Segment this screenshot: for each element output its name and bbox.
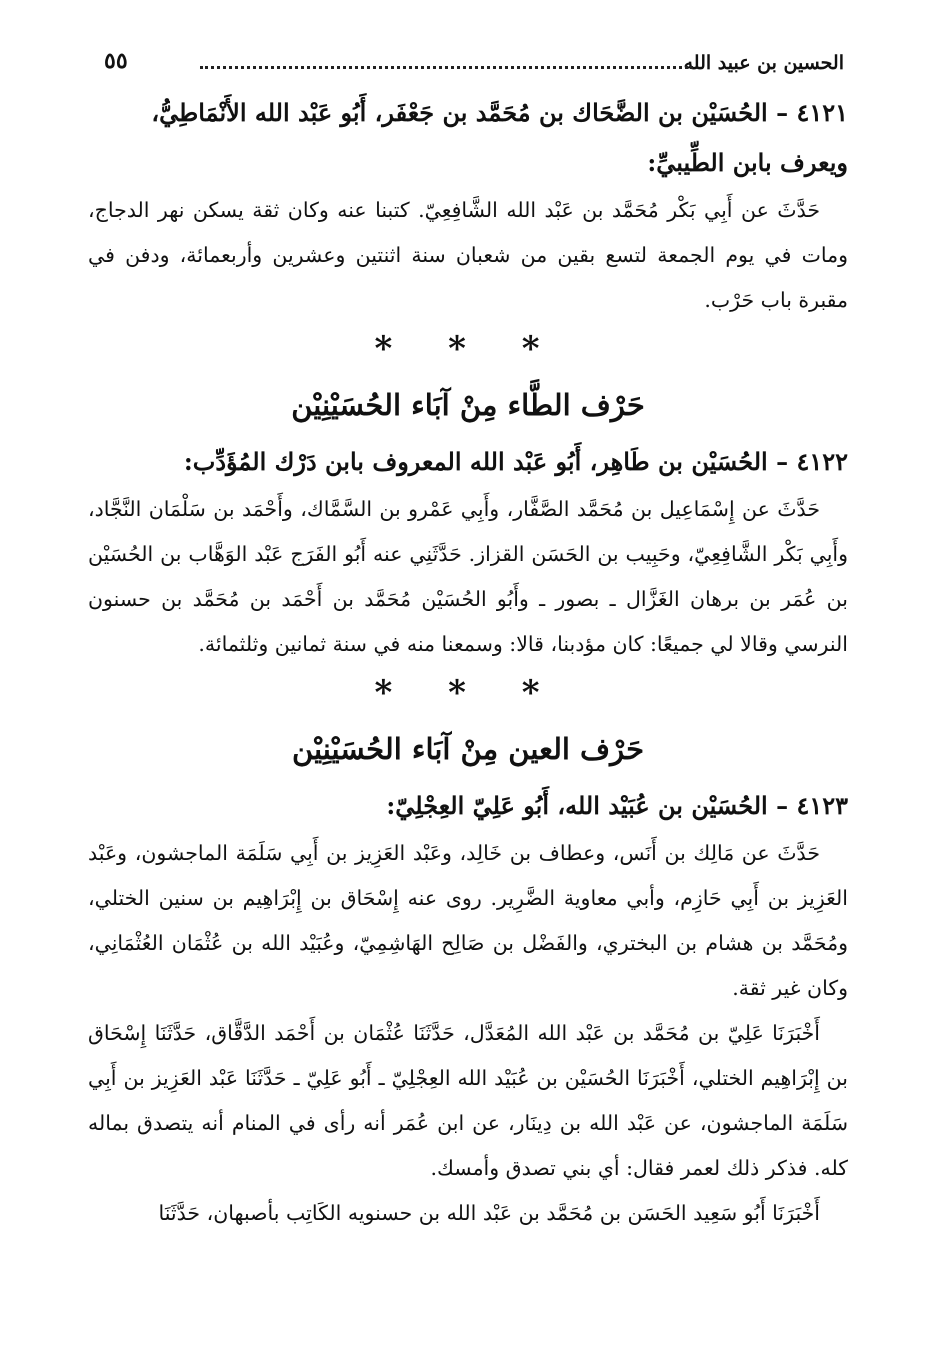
entry-heading: ٤١٢٣ – الحُسَيْن بن عُبَيْد الله، أَبُو عَلِيّ العِجْلِيّ: (386, 791, 848, 820)
entry-heading: ٤١٢١ – الحُسَيْن بن الضَّحَاك بن مُحَمَّد بن جَعْفَر، أَبُو عَبْد الله الأَنْمَاطِيُّ، (151, 98, 848, 127)
running-header-title: الحسين بن عبيد الله (683, 52, 844, 74)
section-title-ta: حَرْف الطَّاء مِنْ آبَاء الحُسَيْنِيْن (291, 388, 645, 422)
section-title-ayn: حَرْف العين مِنْ آبَاء الحُسَيْنِيْن (291, 732, 645, 766)
separator-stars: * * * (374, 329, 562, 369)
entry-paragraph: أَخْبَرَنَا عَلِيّ بن مُحَمَّد بن عَبْد الله المُعَدَّل، حَدَّثَنَا عُثْمَان بن أَحْمَد الدَّقَّاق، حَدَّثَنَا إِسْحَاق بن إِبْرَاهِيم الختلي، أَخْبَرَنَا الحُسَيْن بن عُبَيْد الله العِجْلِيّ ـ أَبُو عَلِيّ ـ حَدَّثَنَا عَبْد العَزِيز بن أَبِي سَلَمَة الماجشون، عن عَبْد الله بن دِينَار، عن ابن عُمَر أنه رأى في المنام أنه يتصدق بماله كله. فذكر ذلك لعمر فقال: أي بني تصدق وأمسك. (88, 1021, 848, 1180)
entry-paragraph: حَدَّثَ عن مَالِك بن أَنَس، وعطاف بن خَالِد، وعَبْد العَزِيز بن أَبِي سَلَمَة الماجشون، وعَبْد العَزِيز بن أَبِي حَازِم، وأبي معاوية الضَّرِير. روى عنه إِسْحَاق بن إِبْرَاهِيم بن سنين الختلي، ومُحَمَّد بن هشام بن البختري، والفَضْل بن صَالِح الهَاشِمِيّ، وعُبَيْد الله بن عُثْمَان العُثْمَانِي، وكان غير ثقة. (88, 841, 848, 1000)
entry-heading-cont: ويعرف بابن الطِّيبيِّ: (647, 148, 848, 177)
entry-heading: ٤١٢٢ – الحُسَيْن بن طَاهِر، أَبُو عَبْد الله المعروف بابن دَرْك المُؤَدِّب: (183, 447, 848, 476)
entry-paragraph: حَدَّثَ عن أَبِي بَكْر مُحَمَّد بن عَبْد الله الشَّافِعِيّ. كتبنا عنه وكان ثقة يسكن نهر الدجاج، ومات في يوم الجمعة لتسع بقين من شعبان سنة اثنتين وعشرين وأربعمائة، ودفن في مقبرة باب حَرْب. (88, 198, 848, 312)
separator-stars: * * * (374, 673, 562, 713)
entry-paragraph: أَخْبَرَنَا أَبُو سَعِيد الحَسَن بن مُحَمَّد بن عَبْد الله بن حسنويه الكَاتِب بأصبهان، حَدَّثَنَا (158, 1201, 820, 1225)
entry-4121 (88, 88, 848, 323)
leader-dots (200, 66, 693, 69)
entry-4123 (88, 781, 848, 1236)
entry-4122 (88, 437, 848, 667)
entry-paragraph: حَدَّثَ عن إِسْمَاعِيل بن مُحَمَّد الصَّفَّار، وأَبِي عَمْرو بن السَّمَّاك، وأَحْمَد بن سَلْمَان النَّجَّاد، وأَبِي بَكْر الشَّافِعِيّ، وحَبِيب بن الحَسَن القزاز. حَدَّثَنِي عنه أَبُو الفَرَج عَبْد الوَهَّاب بن الحُسَيْن بن عُمَر بن برهان الغَزَّال ـ بصور ـ وأَبُو الحُسَيْن مُحَمَّد بن أَحْمَد بن مُحَمَّد بن حسنون النرسي وقالا لي جميعًا: كان مؤدبنا، قالا: وسمعنا منه في سنة ثمانين وثلثمائة. (88, 497, 848, 656)
page-number: ٥٥ (104, 48, 128, 74)
page-body (88, 88, 848, 1236)
running-header (88, 48, 848, 82)
